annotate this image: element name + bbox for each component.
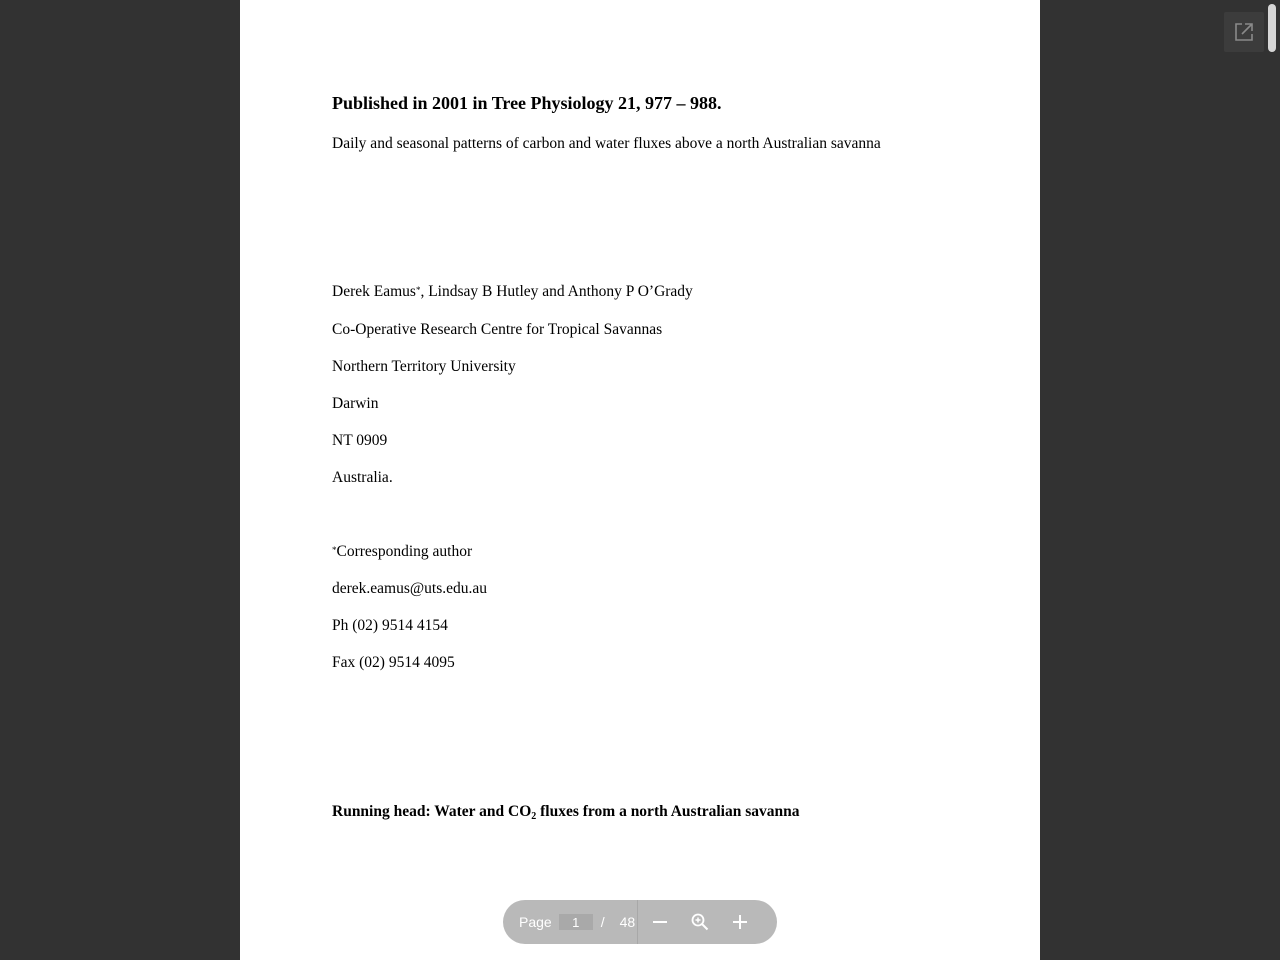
co2-subscript: 2 (531, 811, 537, 822)
pdf-page (240, 0, 1040, 960)
corresponding-author-label: *Corresponding author (332, 543, 473, 560)
open-in-new-window-button[interactable] (1224, 12, 1264, 52)
zoom-in-button[interactable] (720, 900, 760, 944)
plus-icon (732, 914, 748, 930)
running-head: Running head: Water and $CO_2$ fluxes from a north Australian savanna (332, 803, 800, 822)
affiliation-line: Northern Territory University (332, 358, 516, 375)
minus-icon (652, 914, 668, 930)
author-email: derek.eamus@uts.edu.au (332, 580, 488, 597)
page-toolbar (503, 900, 777, 944)
other-authors: , Lindsay B Hutley and Anthony P O’Grady (420, 283, 693, 300)
page-navigator (503, 900, 637, 944)
zoom-button[interactable] (680, 900, 720, 944)
citation-heading: Published in 2001 in Tree Physiology 21, 977 – 988. (332, 93, 722, 113)
first-author: Derek Eamus (332, 283, 416, 300)
author-asterisk: * (415, 285, 421, 295)
page-separator: / (600, 914, 605, 930)
page-label: Page (519, 914, 552, 930)
author-phone: Ph (02) 9514 4154 (332, 617, 448, 634)
zoom-out-button[interactable] (640, 900, 680, 944)
paper-title: Daily and seasonal patterns of carbon and water fluxes above a north Australian savanna (332, 135, 881, 152)
zoom-in-icon (691, 913, 709, 931)
author-fax: Fax (02) 9514 4095 (332, 654, 455, 671)
affiliation-line: NT 0909 (332, 432, 388, 449)
open-in-new-icon (1234, 22, 1254, 42)
total-pages: 48 (619, 914, 636, 930)
affiliation-line: Australia. (332, 469, 393, 486)
affiliation-line: Co-Operative Research Centre for Tropical Savannas (332, 321, 663, 338)
author-list (332, 282, 693, 302)
page-number-input[interactable] (559, 914, 593, 930)
corresponding-asterisk: * (332, 545, 337, 555)
toolbar-divider (637, 900, 638, 944)
affiliation-line: Darwin (332, 395, 379, 412)
scrollbar-thumb[interactable] (1268, 4, 1276, 52)
